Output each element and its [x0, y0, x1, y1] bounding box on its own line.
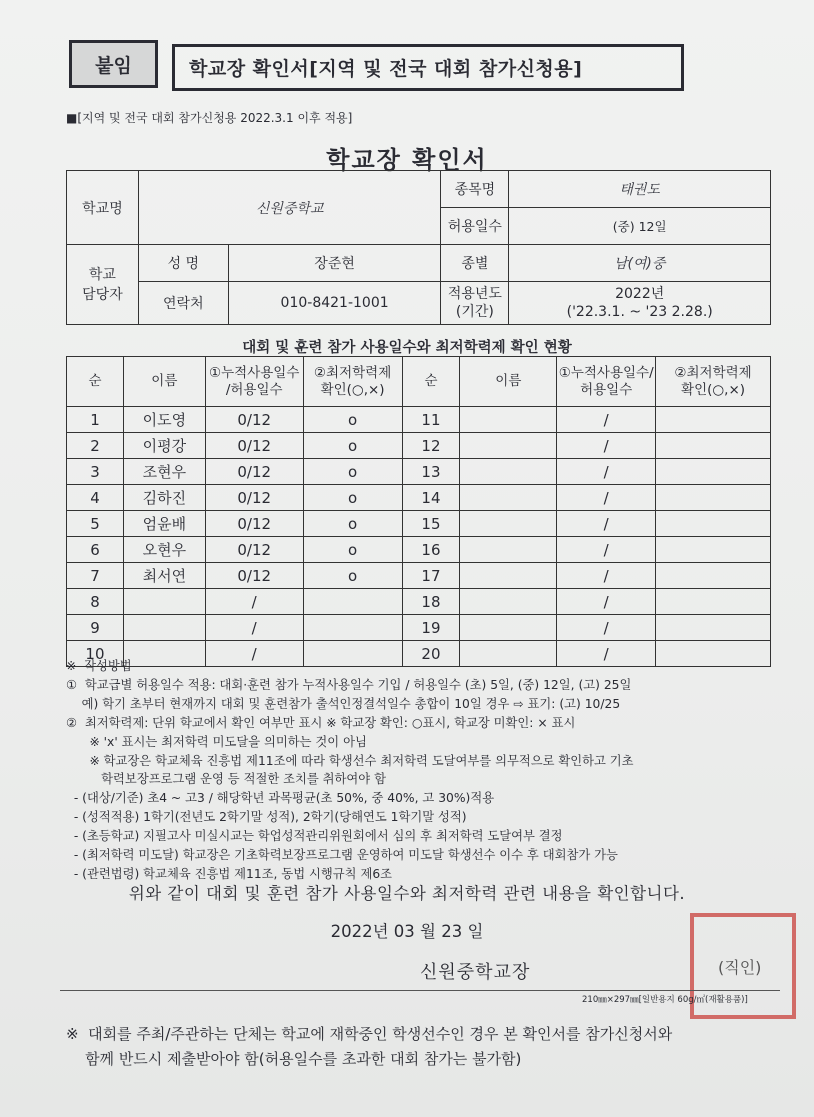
usage-days: / [557, 459, 656, 485]
minimum-check [656, 459, 771, 485]
instruction-line: ② 최저학력제: 단위 학교에서 확인 여부만 표시 ※ 학교장 확인: ○표시, 학교장 미확인: × 표시 [66, 715, 576, 730]
athlete-name [460, 485, 557, 511]
minimum-check: o [303, 537, 402, 563]
athlete-name [460, 459, 557, 485]
row-number: 12 [402, 433, 460, 459]
minimum-check [656, 589, 771, 615]
usage-days: / [557, 407, 656, 433]
usage-days: 0/12 [205, 433, 303, 459]
signing-date: 2022년 03 월 23 일 [330, 922, 484, 941]
contact-value: 010-8421-1001 [228, 282, 441, 325]
row-number: 19 [402, 615, 460, 641]
row-number: 4 [67, 485, 124, 511]
athlete-name: 김하진 [123, 485, 205, 511]
contact-label: 연락처 [138, 282, 228, 325]
gender-value: 남(여)중 [509, 245, 771, 282]
table-row [67, 433, 771, 459]
sport-value: 태권도 [509, 171, 771, 208]
period-value: ('22.3.1. ~ '23 2.28.) [566, 304, 713, 320]
row-number: 2 [67, 433, 124, 459]
minimum-check [656, 433, 771, 459]
row-number: 8 [67, 589, 124, 615]
minimum-check [656, 407, 771, 433]
row-number: 16 [402, 537, 460, 563]
instruction-line: - (관련법령) 학교체육 진흥법 제11조, 동법 시행규칙 제6조 [66, 866, 393, 881]
usage-days: / [205, 589, 303, 615]
minimum-check [656, 511, 771, 537]
table-row [67, 589, 771, 615]
manager-label: 학교 담당자 [67, 245, 139, 325]
year-cell [509, 282, 771, 325]
confirmation-statement: 위와 같이 대회 및 훈련 참가 사용일수와 최저학력 관련 내용을 확인합니다. [128, 884, 686, 903]
row-number: 6 [67, 537, 124, 563]
info-table [66, 170, 771, 325]
usage-days: 0/12 [205, 407, 303, 433]
header-name-2: 이름 [460, 357, 557, 407]
row-number: 11 [402, 407, 460, 433]
athlete-name [460, 537, 557, 563]
attachment-tag: 붙임 [69, 40, 158, 88]
row-number: 18 [402, 589, 460, 615]
athlete-name: 최서연 [123, 563, 205, 589]
usage-days: / [557, 615, 656, 641]
gender-label: 종별 [441, 245, 509, 282]
writing-instructions [66, 657, 778, 884]
minimum-check [656, 485, 771, 511]
minimum-check [303, 589, 402, 615]
instruction-line: ※ 작성방법 [66, 659, 132, 673]
school-label: 학교명 [67, 171, 139, 245]
table-row [67, 485, 771, 511]
header-no: 순 [67, 357, 124, 407]
instruction-line: - (대상/기준) 초4 ~ 고3 / 해당학년 과목평균(초 50%, 중 40%, 고 30%)적용 [66, 791, 495, 806]
row-number: 1 [67, 407, 124, 433]
principal-title: 신원중학교장 [420, 962, 531, 983]
year-label: 적용년도 (기간) [441, 282, 509, 325]
instruction-line: 학력보장프로그램 운영 등 적절한 조치를 취하여야 함 [66, 772, 386, 787]
table-row [67, 407, 771, 433]
minimum-check [656, 615, 771, 641]
paper-spec-note: 210㎜×297㎜[일반용지 60g/㎡(재활용품)] [582, 995, 748, 1005]
athlete-name [123, 589, 205, 615]
minimum-check: o [303, 511, 402, 537]
instruction-line: - (성적적용) 1학기(전년도 2학기말 성적), 2학기(당해연도 1학기말 성적) [66, 810, 467, 825]
usage-days: / [557, 563, 656, 589]
row-number: 14 [402, 485, 460, 511]
table-row [67, 511, 771, 537]
athlete-name [460, 407, 557, 433]
instruction-line: ① 학교급별 허용일수 적용: 대회·훈련 참가 누적사용일수 기입 / 허용일수 (초) 5일, (중) 12일, (고) 25일 [66, 677, 632, 692]
athlete-name: 조현우 [123, 459, 205, 485]
header-no-2: 순 [402, 357, 460, 407]
table-row [67, 615, 771, 641]
usage-days: / [557, 433, 656, 459]
instruction-line: ※ 'x' 표시는 최저학력 미도달을 의미하는 것이 아님 [66, 734, 367, 749]
table-row [67, 537, 771, 563]
name-label: 성 명 [138, 245, 228, 282]
roster-header-row [67, 357, 771, 407]
row-number: 3 [67, 459, 124, 485]
header-title: 학교장 확인서[지역 및 전국 대회 참가신청용] [172, 44, 684, 91]
athlete-name: 이평강 [123, 433, 205, 459]
seal-label: (직인) [718, 958, 762, 977]
athlete-name [460, 511, 557, 537]
athlete-name: 오현우 [123, 537, 205, 563]
applicability-note: ■[지역 및 전국 대회 참가신청용 2022.3.1 이후 적용] [66, 111, 353, 125]
usage-days: / [557, 589, 656, 615]
usage-days: / [557, 537, 656, 563]
year-value: 2022년 [615, 286, 665, 302]
roster-table [66, 356, 771, 667]
divider [60, 990, 780, 991]
instruction-line: ※ 학교장은 학교체육 진흥법 제11조에 따라 학생선수 최저학력 도달여부를 의무적으로 확인하고 기초 [66, 753, 634, 768]
header-usage: ①누적사용일수 /허용일수 [205, 357, 303, 407]
table-row [67, 459, 771, 485]
instruction-line: - (초등학교) 지필고사 미실시교는 학업성적관리위원회에서 심의 후 최저학력 도달여부 결정 [66, 829, 563, 844]
allowed-days-value: (중) 12일 [509, 208, 771, 245]
usage-days: / [557, 485, 656, 511]
row-number: 10 [67, 641, 124, 667]
school-value: 신원중학교 [138, 171, 441, 245]
footer-note [66, 1022, 786, 1072]
allowed-days-label: 허용일수 [441, 208, 509, 245]
athlete-name [460, 433, 557, 459]
minimum-check [656, 563, 771, 589]
usage-days: / [557, 641, 656, 667]
instruction-line: - (최저학력 미도달) 학교장은 기초학력보장프로그램 운영하여 미도달 학생선수 이수 후 대회참가 가능 [66, 848, 618, 863]
athlete-name: 엄윤배 [123, 511, 205, 537]
usage-days: 0/12 [205, 459, 303, 485]
minimum-check: o [303, 563, 402, 589]
athlete-name [460, 563, 557, 589]
usage-days: / [557, 511, 656, 537]
row-number: 20 [402, 641, 460, 667]
sport-label: 종목명 [441, 171, 509, 208]
row-number: 5 [67, 511, 124, 537]
minimum-check [303, 615, 402, 641]
row-number: 17 [402, 563, 460, 589]
minimum-check: o [303, 459, 402, 485]
row-number: 13 [402, 459, 460, 485]
athlete-name [123, 615, 205, 641]
usage-days: 0/12 [205, 485, 303, 511]
footer-note-line: 함께 반드시 제출받아야 함(허용일수를 초과한 대회 참가는 불가함) [66, 1050, 522, 1068]
athlete-name: 이도영 [123, 407, 205, 433]
table-row [67, 563, 771, 589]
usage-days: 0/12 [205, 511, 303, 537]
footer-note-line: ※ 대회를 주최/주관하는 단체는 학교에 재학중인 학생선수인 경우 본 확인서를 참가신청서와 [66, 1025, 673, 1043]
name-value: 장준현 [228, 245, 441, 282]
header-usage-2: ①누적사용일수/ 허용일수 [557, 357, 656, 407]
athlete-name [460, 615, 557, 641]
row-number: 9 [67, 615, 124, 641]
usage-days: / [205, 615, 303, 641]
document-title: 학교장 확인서 [326, 146, 488, 174]
minimum-check [656, 537, 771, 563]
athlete-name [460, 589, 557, 615]
minimum-check: o [303, 485, 402, 511]
header-name: 이름 [123, 357, 205, 407]
usage-days: 0/12 [205, 563, 303, 589]
usage-days: 0/12 [205, 537, 303, 563]
section-title: 대회 및 훈련 참가 사용일수와 최저학력제 확인 현황 [242, 340, 572, 356]
minimum-check: o [303, 433, 402, 459]
row-number: 15 [402, 511, 460, 537]
header-minimum: ②최저학력제 확인(○,×) [303, 357, 402, 407]
usage-days: / [205, 641, 303, 667]
instruction-line: 예) 학기 초부터 현재까지 대회 및 훈련참가 출석인정결석일수 총합이 10일 경우 ⇨ 표기: (고) 10/25 [66, 696, 621, 711]
header-minimum-2: ②최저학력제 확인(○,×) [656, 357, 771, 407]
minimum-check: o [303, 407, 402, 433]
roster-body [67, 407, 771, 667]
row-number: 7 [67, 563, 124, 589]
